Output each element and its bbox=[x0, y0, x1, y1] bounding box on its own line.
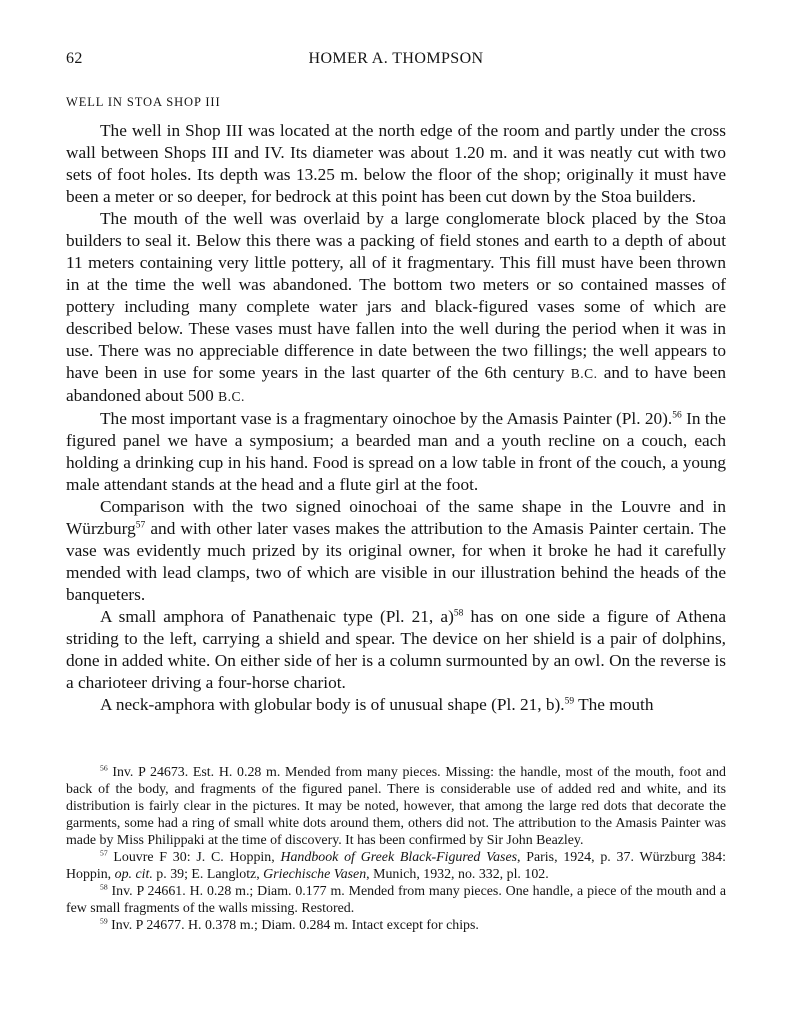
footnote-ref-58: 58 bbox=[453, 608, 464, 619]
page-number: 62 bbox=[66, 50, 83, 67]
footnote-58: $^{58}$ Inv. P 24661. H. 0.28 m.; Diam. 0.177 m. Mended from many pieces. One handle, a piece of the mouth and a few small fragments of the walls missing. Restored. bbox=[66, 882, 726, 916]
book-title: Handbook of Greek Black-Figured Vases bbox=[280, 850, 518, 865]
footnote-ref-56: 56 bbox=[672, 410, 682, 421]
footnote-ref-57: 57 bbox=[135, 520, 146, 531]
paragraph-3: The most important vase is a fragmentary oinochoe by the Amasis Painter (Pl. 20).$^{56}$ In the figured panel we have a symposium; a bearded man and a youth recline on a couch, each holding a drinking cup in his hand. Food is spread on a low table in front of the couch, a young male attendant stands at the head and a flute girl at the foot. bbox=[66, 409, 726, 494]
footnote-57: $^{57}$ Louvre F 30: J. C. Hoppin, Handbook of Greek Black-Figured Vases, Paris, 1924, p. 37. Würzburg 384: Hoppin, op. cit. p. 39; E. Langlotz, Griechische Vasen, Munich, 1932, no. 332, pl. 102. bbox=[66, 848, 726, 882]
era-abbrev: B.C. bbox=[218, 389, 245, 404]
body-text bbox=[66, 120, 726, 716]
era-abbrev: B.C. bbox=[570, 366, 598, 381]
footnote-number: 57 bbox=[100, 848, 108, 858]
paragraph-5: A small amphora of Panathenaic type (Pl. 21, a)$^{58}$ has on one side a figure of Athena striding to the left, carrying a shield and spear. The device on her shield is a pair of dolphins, done in added white. On either side of her is a column surmounted by an owl. On the reverse is a charioteer driving a four-horse chariot. bbox=[66, 607, 726, 692]
footnote-56: $^{56}$ Inv. P 24673. Est. H. 0.28 m. Mended from many pieces. Missing: the handle, most of the mouth, foot and back of the body, and fragments of the figured panel. There is considerable use of added red and white, and its distribution is fairly clear in the pictures. It may be noted, however, that among the large red dots that decorate the garments, some had a ring of small white dots around them, others did not. The attribution to the Amasis Painter was made by Miss Philippaki at the time of discovery. It has been confirmed by Sir John Beazley. bbox=[66, 763, 726, 848]
page-header bbox=[66, 50, 726, 76]
paragraph-4: Comparison with the two signed oinochoai of the same shape in the Louvre and in Würzburg$^{57}$ and with other later vases makes the attribution to the Amasis Painter certain. The vase was evidently much prized by its original owner, for when it broke he had it carefully mended with lead clamps, two of which are visible in our illustration behind the heads of the banqueters. bbox=[66, 497, 726, 604]
op-cit: op. cit. bbox=[114, 867, 153, 882]
footnote-number: 59 bbox=[100, 916, 108, 926]
section-title: WELL IN STOA SHOP III bbox=[66, 95, 221, 109]
footnote-number: 56 bbox=[100, 763, 108, 773]
footnote-59: $^{59}$ Inv. P 24677. H. 0.378 m.; Diam. 0.284 m. Intact except for chips. bbox=[100, 916, 479, 933]
book-title: Griechische Vasen bbox=[263, 867, 367, 882]
paragraph-1: The well in Shop III was located at the north edge of the room and partly under the cross wall between Shops III and IV. Its diameter was about 1.20 m. and it was neatly cut with two sets of foot holes. Its depth was 13.25 m. below the floor of the shop; originally it must have been a meter or so deeper, for bedrock at this point has been cut down by the Stoa builders. bbox=[66, 121, 726, 206]
paragraph-6: A neck-amphora with globular body is of unusual shape (Pl. 21, b).$^{59}$ The mouth bbox=[100, 695, 654, 714]
footnote-ref-59: 59 bbox=[564, 696, 575, 707]
footnotes bbox=[66, 764, 726, 934]
paragraph-2: The mouth of the well was overlaid by a large conglomerate block placed by the Stoa builders to seal it. Below this there was a packing of field stones and earth to a depth of about 11 meters containing very little pottery, all of it fragmentary. This fill must have been thrown in at the time the well was abandoned. The bottom two meters or so contained masses of pottery including many complete water jars and black-figured vases some of which are described below. These vases must have fallen into the well during the period when it was in use. There was no appreciable difference in date between the two fillings; the well appears to have been in use for some years in the last quarter of the 6th century B.C. and to have been abandoned about 500 B.C. bbox=[66, 209, 726, 405]
running-head: HOMER A. THOMPSON bbox=[308, 50, 484, 67]
footnote-number: 58 bbox=[100, 882, 108, 892]
